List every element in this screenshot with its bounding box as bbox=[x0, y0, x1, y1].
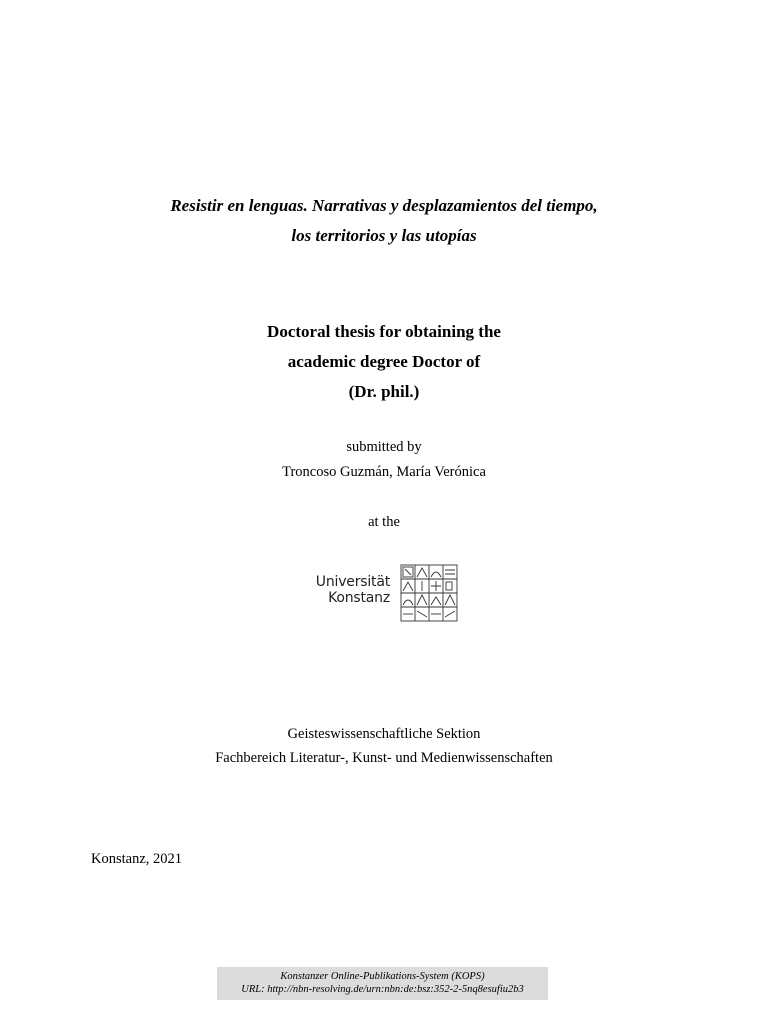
university-emblem-icon bbox=[400, 564, 458, 622]
department-name: Fachbereich Literatur-, Kunst- und Medienwissenschaften bbox=[215, 750, 553, 766]
thesis-title-line-1: Resistir en lenguas. Narrativas y desplazamientos del tiempo, bbox=[170, 196, 598, 215]
university-logo bbox=[310, 564, 460, 622]
logo-text-line-1: Universität bbox=[315, 574, 390, 590]
kops-url: URL: http://nbn-resolving.de/urn:nbn:de:bsz:352-2-5nq8esufiu2b3 bbox=[241, 984, 524, 995]
kops-system-name: Konstanzer Online-Publikations-System (KOPS) bbox=[280, 971, 485, 982]
logo-text-line-2: Konstanz bbox=[328, 590, 390, 606]
degree-line-2: academic degree Doctor of bbox=[287, 352, 481, 371]
kops-footer-box bbox=[217, 967, 548, 1000]
degree-line-1: Doctoral thesis for obtaining the bbox=[267, 322, 501, 341]
place-and-date: Konstanz, 2021 bbox=[91, 851, 183, 867]
submitted-by-label: submitted by bbox=[346, 439, 422, 455]
degree-line-3: (Dr. phil.) bbox=[348, 382, 420, 401]
thesis-title-line-2: los territorios y las utopías bbox=[291, 226, 477, 245]
author-name: Troncoso Guzmán, María Verónica bbox=[282, 464, 486, 480]
university-logo-text bbox=[310, 574, 390, 606]
faculty-section: Geisteswissenschaftliche Sektion bbox=[287, 726, 481, 742]
at-the-label: at the bbox=[368, 514, 400, 530]
